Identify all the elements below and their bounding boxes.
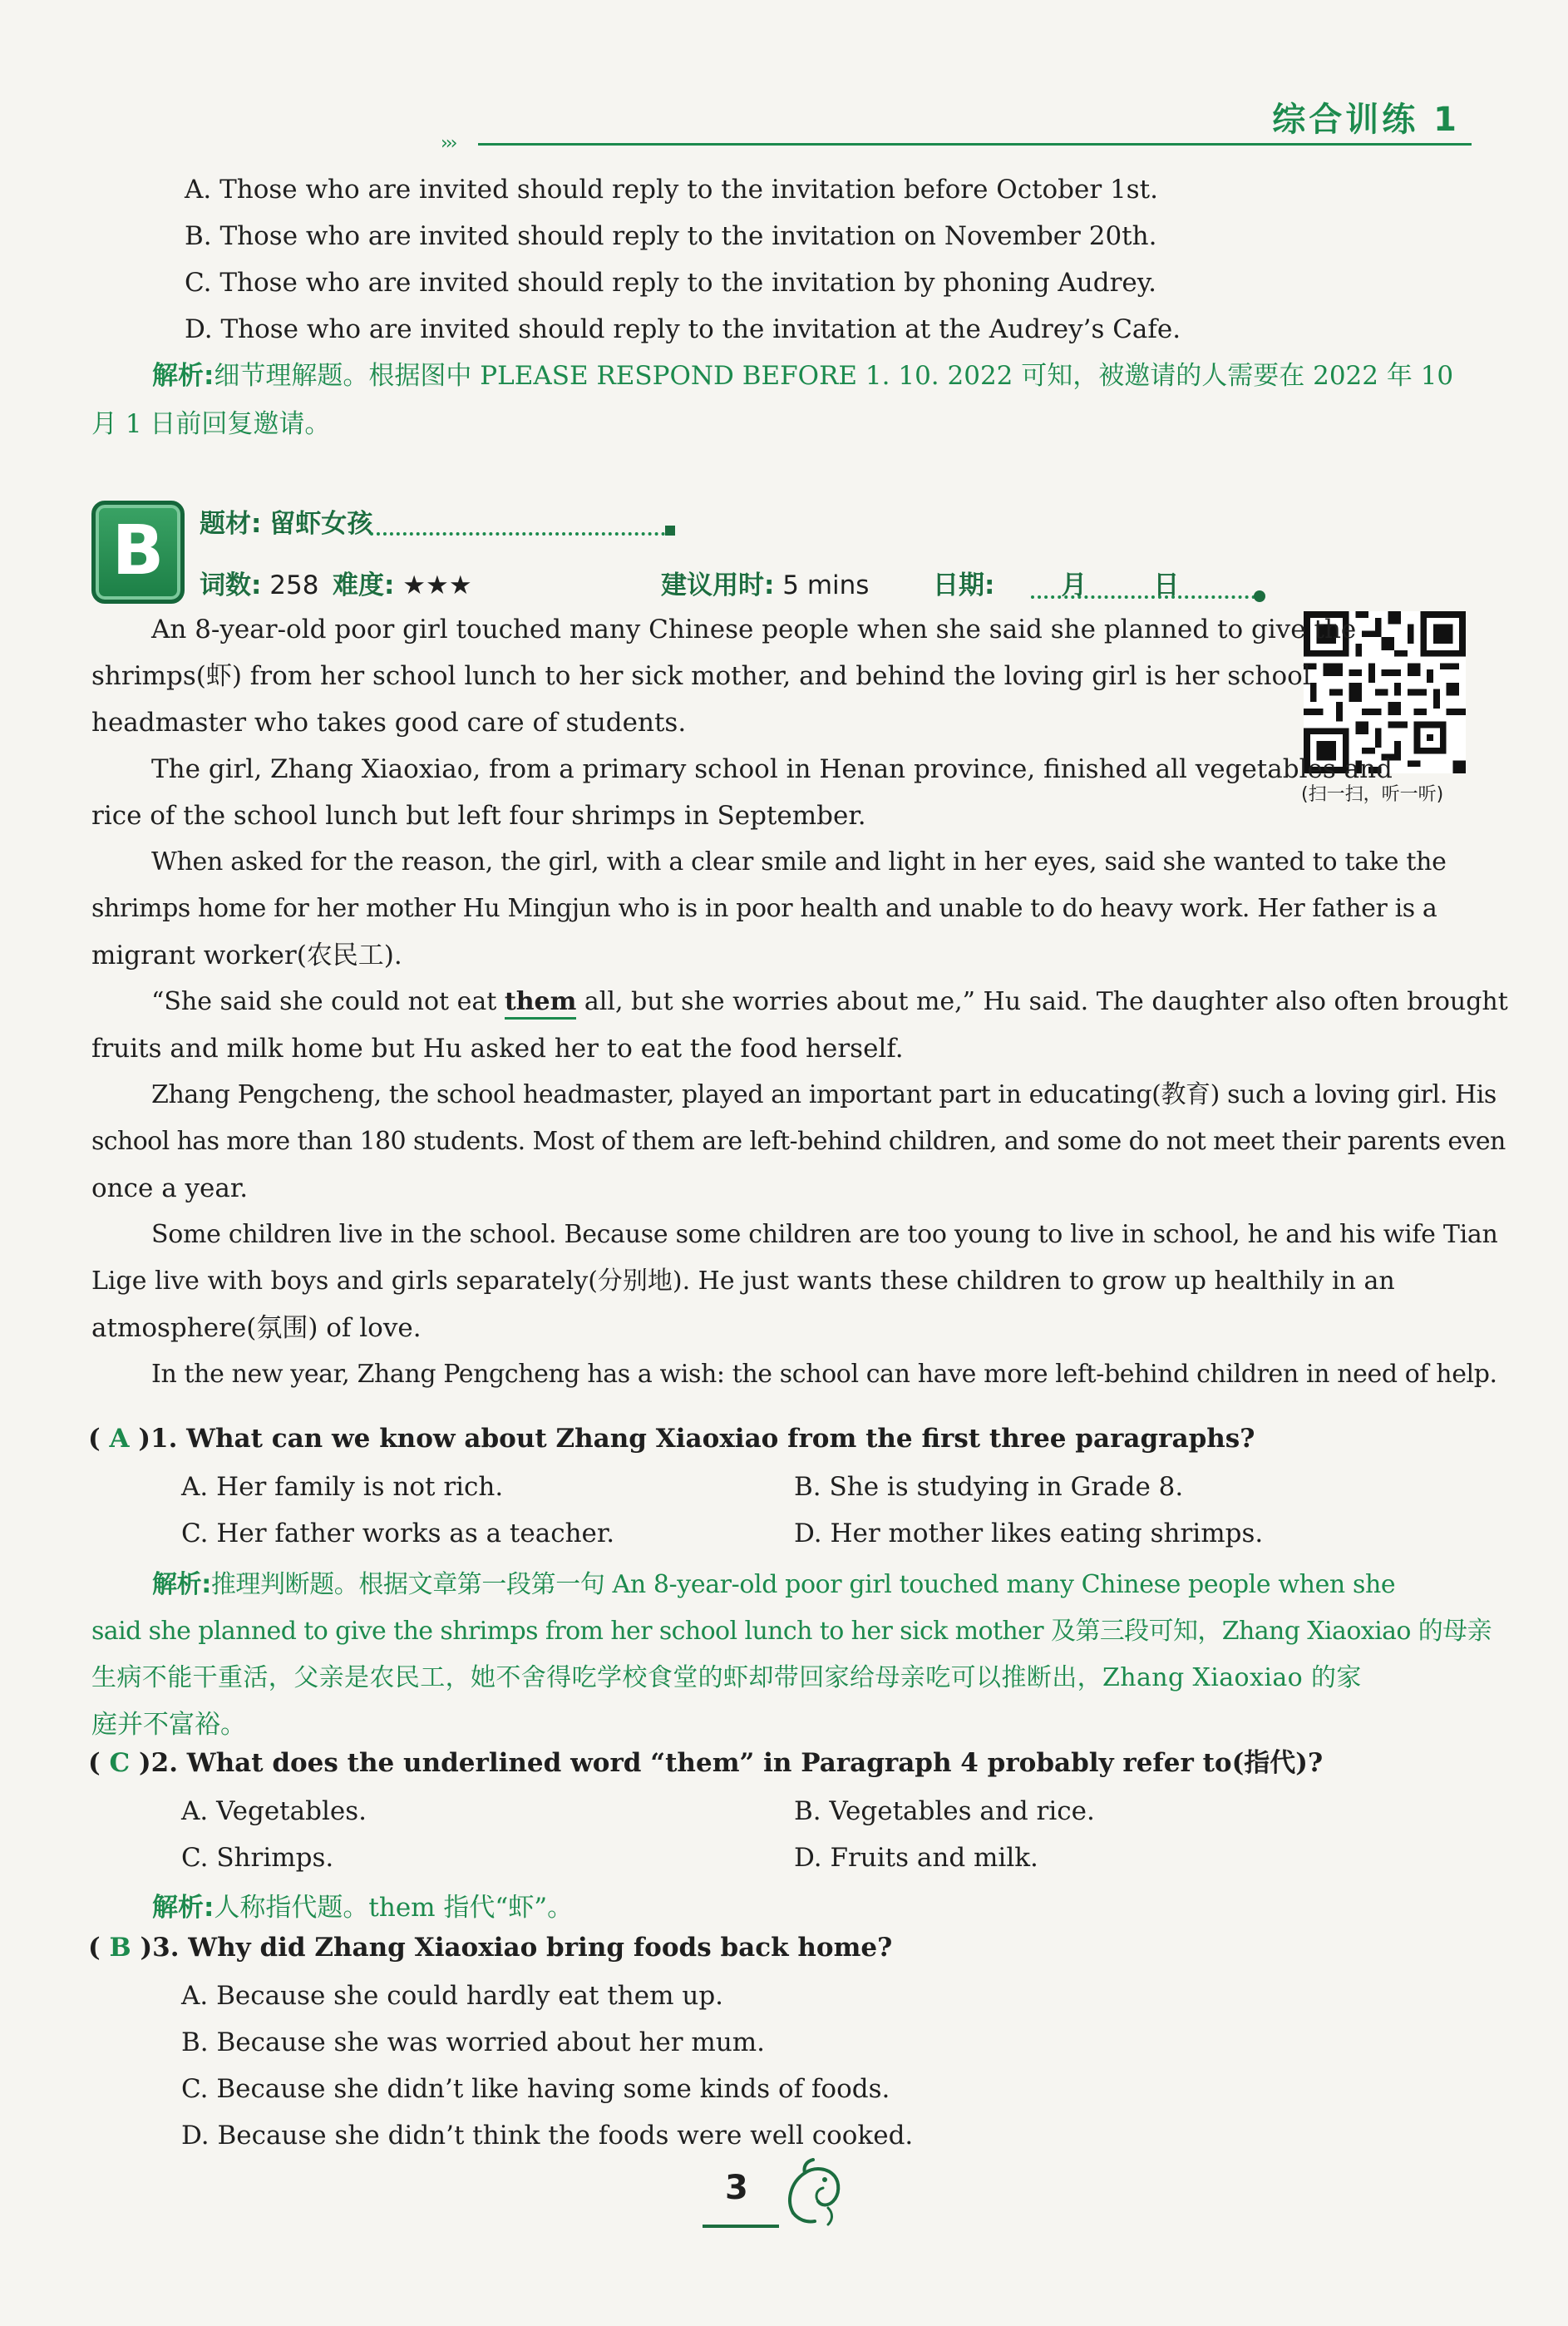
time-field bbox=[661, 564, 869, 601]
topic-line bbox=[200, 502, 372, 540]
passage-line: Zhang Pengcheng, the school headmaster, played an important part in educating(教育) such a loving girl. His bbox=[151, 1080, 1497, 1109]
time-value: 5 mins bbox=[782, 570, 870, 600]
passage-line: migrant worker(农民工). bbox=[91, 941, 402, 970]
topic-dot-end bbox=[665, 526, 675, 536]
prev-analysis-line2: 月 1 日前回复邀请。 bbox=[91, 409, 331, 439]
passage-fragment: all, but she worries about me,” Hu said. The daughter also often brought bbox=[584, 987, 1508, 1016]
passage-line: headmaster who takes good care of students. bbox=[91, 708, 687, 738]
words-label: 词数: bbox=[200, 570, 262, 600]
words-field bbox=[200, 564, 318, 601]
words-value: 258 bbox=[269, 570, 319, 600]
prev-option-d: D. Those who are invited should reply to the invitation at the Audrey’s Cafe. bbox=[185, 314, 1181, 344]
option: A. Vegetables. bbox=[181, 1796, 367, 1826]
option: B. Vegetables and rice. bbox=[794, 1796, 1095, 1826]
analysis-line: 生病不能干重活，父亲是农民工，她不舍得吃学校食堂的虾却带回家给母亲吃可以推断出，Zhang Xiaoxiao 的家 bbox=[91, 1663, 1362, 1692]
passage-line: rice of the school lunch but left four shrimps in September. bbox=[91, 801, 866, 831]
month-label: 月 bbox=[1061, 570, 1087, 600]
analysis-text: 人称指代题。them 指代“虾”。 bbox=[214, 1893, 574, 1923]
date-dotted-line bbox=[1031, 595, 1255, 599]
passage-line: In the new year, Zhang Pengcheng has a wish: the school can have more left-behind children in need of help. bbox=[151, 1360, 1497, 1389]
passage-line: once a year. bbox=[91, 1173, 249, 1203]
option: D. Fruits and milk. bbox=[794, 1843, 1038, 1873]
dolphin-logo-icon bbox=[782, 2158, 846, 2229]
header-arrows-icon: ››› bbox=[441, 133, 456, 154]
header-divider bbox=[478, 143, 1472, 146]
date-label: 日期: bbox=[933, 570, 995, 600]
passage-line-with-underline bbox=[151, 985, 1508, 1019]
passage-line: school has more than 180 students. Most of them are left-behind children, and some do not meet their parents even bbox=[91, 1127, 1506, 1156]
option: C. Because she didn’t like having some kinds of foods. bbox=[181, 2074, 890, 2104]
passage-line: An 8-year-old poor girl touched many Chinese people when she said she planned to give the bbox=[151, 615, 1357, 644]
question-1: ( A )1. What can we know about Zhang Xiaoxiao from the first three paragraphs? bbox=[88, 1424, 1255, 1454]
prev-option-b: B. Those who are invited should reply to the invitation on November 20th. bbox=[185, 221, 1157, 251]
analysis-text: 推理判断题。根据文章第一段第一句 An 8-year-old poor girl touched many Chinese people when she bbox=[210, 1570, 1396, 1599]
topic-value: 留虾女孩 bbox=[269, 509, 373, 539]
day-label: 日 bbox=[1153, 570, 1180, 600]
option: A. Because she could hardly eat them up. bbox=[181, 1981, 724, 2011]
topic-label: 题材: bbox=[200, 509, 262, 539]
passage-line: Lige live with boys and girls separately(分别地). He just wants these children to grow up healthily in an bbox=[91, 1267, 1395, 1296]
difficulty-stars-icon: ★★★ bbox=[402, 570, 472, 600]
section-badge: B bbox=[91, 501, 185, 604]
analysis-label: 解析: bbox=[152, 1893, 214, 1923]
option: C. Her father works as a teacher. bbox=[181, 1519, 615, 1548]
date-dot-end bbox=[1254, 590, 1265, 602]
passage-line: fruits and milk home but Hu asked her to eat the food herself. bbox=[91, 1034, 904, 1064]
prev-option-a: A. Those who are invited should reply to the invitation before October 1st. bbox=[185, 175, 1158, 205]
analysis-label: 解析: bbox=[152, 361, 214, 391]
difficulty-field bbox=[333, 564, 472, 601]
passage-line: When asked for the reason, the girl, with a clear smile and light in her eyes, said she wanted to take the bbox=[151, 847, 1447, 877]
answer-mark: C bbox=[109, 1748, 131, 1778]
page-number: 3 bbox=[725, 2169, 748, 2207]
passage-line: atmosphere(氛围) of love. bbox=[91, 1313, 422, 1343]
question-stem: 1. What can we know about Zhang Xiaoxiao from the first three paragraphs? bbox=[150, 1424, 1255, 1454]
analysis-line: said she planned to give the shrimps from her school lunch to her sick mother 及第三段可知，Zhang Xiaoxiao 的母亲 bbox=[91, 1617, 1492, 1646]
qr-caption: (扫一扫，听一听) bbox=[1301, 784, 1444, 805]
topic-dotted-line bbox=[370, 532, 665, 536]
prev-option-c: C. Those who are invited should reply to the invitation by phoning Audrey. bbox=[185, 268, 1157, 298]
analysis-line bbox=[152, 1568, 1395, 1602]
option: D. Her mother likes eating shrimps. bbox=[794, 1519, 1264, 1548]
time-label: 建议用时: bbox=[661, 570, 775, 600]
page-number-underline bbox=[703, 2225, 779, 2228]
answer-mark: B bbox=[109, 1933, 131, 1963]
question-2: ( C )2. What does the underlined word “them” in Paragraph 4 probably refer to(指代)? bbox=[88, 1748, 1324, 1778]
question-stem: 3. Why did Zhang Xiaoxiao bring foods back home? bbox=[152, 1933, 893, 1963]
analysis-text: 细节理解题。根据图中 PLEASE RESPOND BEFORE 1. 10. 2022 可知，被邀请的人需要在 2022 年 10 bbox=[214, 361, 1454, 391]
question-stem: 2. What does the underlined word “them” in Paragraph 4 probably refer to(指代)? bbox=[150, 1748, 1324, 1778]
answer-mark: A bbox=[109, 1424, 130, 1454]
passage-fragment: “She said she could not eat bbox=[151, 987, 497, 1016]
passage-line: Some children live in the school. Because some children are too young to live in school, he and his wife Tian bbox=[151, 1220, 1498, 1249]
difficulty-label: 难度: bbox=[333, 570, 395, 600]
analysis-line: 庭并不富裕。 bbox=[91, 1710, 246, 1740]
passage-line: shrimps home for her mother Hu Mingjun who is in poor health and unable to do heavy work. Her father is a bbox=[91, 894, 1437, 923]
passage-line: The girl, Zhang Xiaoxiao, from a primary school in Henan province, finished all vegetables and bbox=[151, 754, 1393, 784]
passage-line: shrimps(虾) from her school lunch to her sick mother, and behind the loving girl is her school bbox=[91, 661, 1311, 691]
option: B. Because she was worried about her mum. bbox=[181, 2027, 766, 2057]
analysis-line bbox=[152, 1891, 573, 1924]
analysis-label: 解析: bbox=[152, 1570, 211, 1599]
option: B. She is studying in Grade 8. bbox=[794, 1472, 1184, 1502]
option: D. Because she didn’t think the foods were well cooked. bbox=[181, 2121, 914, 2151]
question-3: ( B )3. Why did Zhang Xiaoxiao bring foods back home? bbox=[88, 1933, 893, 1963]
underlined-word: them bbox=[505, 987, 577, 1020]
option: C. Shrimps. bbox=[181, 1843, 334, 1873]
option: A. Her family is not rich. bbox=[181, 1472, 504, 1502]
page-header-title: 综合训练 1 bbox=[1272, 101, 1460, 139]
prev-analysis-line1 bbox=[152, 359, 1453, 393]
